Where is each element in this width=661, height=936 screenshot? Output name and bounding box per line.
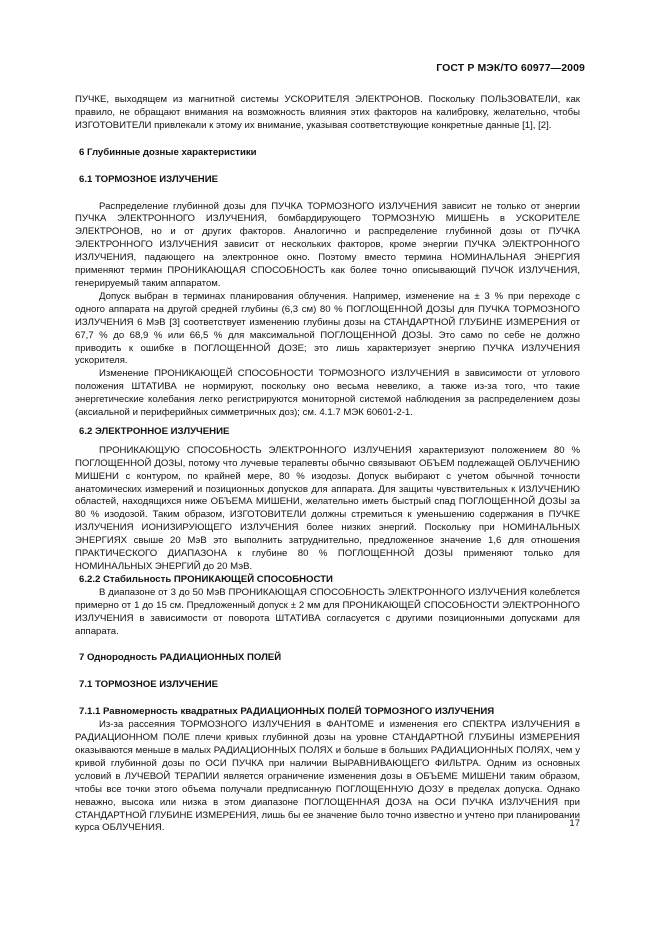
paragraph: Из-за рассеяния ТОРМОЗНОГО ИЗЛУЧЕНИЯ в ФАНТОМЕ и изменения его СПЕКТРА ИЗЛУЧЕНИЯ в РАДИАЦИОННОМ ПОЛЕ плечи кривых глубинной дозы на уровне СТАНДАРТНОЙ ГЛУБИНЫ ИЗМЕРЕНИЯ оказываются меньше в малых РАДИАЦИОННЫХ ПОЛЯХ и больше в больших РАДИАЦИОННЫХ ПОЛЯХ, чем у кривой глубинной дозы по ОСИ ПУЧКА при наличии ВЫРАВНИВАЮЩЕГО ФИЛЬТРА. Одним из основных условий в ЛУЧЕВОЙ ТЕРАПИИ является ограничение изменения дозы в ОБЪЕМЕ МИШЕНИ таким образом, чтобы все точки этого объема получали предписанную ПОГЛОЩЕННУЮ ДОЗУ в пределах допуска. Однако неважно, высока или низка в этом диапазоне ПОГЛОЩЕННАЯ ДОЗА на ОСИ ПУЧКА ИЗЛУЧЕНИЯ при СТАНДАРТНОЙ ГЛУБИНЕ ИЗМЕРЕНИЯ, лишь бы ее значение было точно известно и учтено при планировании курса ОБЛУЧЕНИЯ.	[75, 719, 580, 834]
paragraph: ПРОНИКАЮЩУЮ СПОСОБНОСТЬ ЭЛЕКТРОННОГО ИЗЛУЧЕНИЯ характеризуют положением 80 % ПОГЛОЩЕННОЙ ДОЗЫ, потому что лучевые терапевты обычно связывают ОБЪЕМ подлежащей ОБЛУЧЕНИЮ МИШЕНИ с контуром, по крайней мере, 80 % изодозы. Допуск выбирают с учетом обычной точности анатомических измерений и позиционных допусков для аппарата. Для защиты чувствительных к ИЗЛУЧЕНИЮ областей, находящихся ниже ОБЪЕМА МИШЕНИ, желательно иметь быстрый спад ПОГЛОЩЕННОЙ ДОЗЫ за 80 % изодозой. Таким образом, ИЗГОТОВИТЕЛИ должны стремиться к уменьшению содержания в ПУЧКЕ ИЗЛУЧЕНИЯ ИОНИЗИРУЮЩЕГО ИЗЛУЧЕНИЯ более низких энергий. Поскольку при НОМИНАЛЬНЫХ ЭНЕРГИЯХ свыше 20 МэВ это выполнить затруднительно, предложенное значение 1,6 для отношения ПРАКТИЧЕСКОГО ДИАПАЗОНА к глубине 80 % ПОГЛОЩЕННОЙ ДОЗЫ применяют только для НОМИНАЛЬНЫХ ЭНЕРГИЙ до 20 МэВ.	[75, 444, 580, 572]
spacer	[75, 133, 580, 147]
section-heading: 7 Однородность РАДИАЦИОННЫХ ПОЛЕЙ	[79, 652, 282, 664]
spacer	[75, 160, 580, 174]
section-heading: 6.1 ТОРМОЗНОЕ ИЗЛУЧЕНИЕ	[79, 173, 219, 185]
spacer	[75, 187, 580, 201]
page-number: 17	[569, 818, 580, 829]
section-heading: 7.1.1 Равномерность квадратных РАДИАЦИОННЫХ ПОЛЕЙ ТОРМОЗНОГО ИЗЛУЧЕНИЯ	[79, 706, 495, 718]
section-heading: 6.2 ЭЛЕКТРОННОЕ ИЗЛУЧЕНИЕ	[79, 425, 230, 437]
section-heading: 6.2.2 Стабильность ПРОНИКАЮЩЕЙ СПОСОБНОСТИ	[79, 573, 333, 585]
paragraph: Изменение ПРОНИКАЮЩЕЙ СПОСОБНОСТИ ТОРМОЗНОГО ИЗЛУЧЕНИЯ в зависимости от углового положения ШТАТИВА не нормируют, поскольку оно весьма невелико, а также из-за того, что такие энергетические колебания легко регистрируются мониторной системой наблюдения за распределением дозы (аксиальной и периферийных симметричных доз); см. 4.1.7 МЭК 60601-2-1.	[75, 368, 580, 419]
spacer	[75, 638, 580, 652]
section-heading: 6 Глубинные дозные характеристики	[79, 146, 257, 158]
paragraph: В диапазоне от 3 до 50 МэВ ПРОНИКАЮЩАЯ СПОСОБНОСТЬ ЭЛЕКТРОННОГО ИЗЛУЧЕНИЯ колеблется примерно от 1 до 15 см. Предложенный допуск ± 2 мм для ПРОНИКАЮЩЕЙ СПОСОБНОСТИ ЭЛЕКТРОННОГО ИЗЛУЧЕНИЯ в зависимости от поворота ШТАТИВА согласуется с другими позиционными допусками для аппарата.	[75, 586, 580, 637]
section-heading: 7.1 ТОРМОЗНОЕ ИЗЛУЧЕНИЕ	[79, 679, 219, 691]
document-code-header: ГОСТ Р МЭК/ТО 60977—2009	[436, 62, 585, 74]
paragraph: ПУЧКЕ, выходящем из магнитной системы УСКОРИТЕЛЯ ЭЛЕКТРОНОВ. Поскольку ПОЛЬЗОВАТЕЛИ, как правило, не обращают внимания на возможность влияния этих факторов на калибровку, желательно, чтобы ИЗГОТОВИТЕЛИ привлекали к этому их внимание, указывая соответствующие конкретные данные [1], [2].	[75, 94, 580, 131]
spacer	[75, 692, 580, 706]
paragraph: Допуск выбран в терминах планирования облучения. Например, изменение на ± 3 % при переходе с одного аппарата на другой средней глубины (6,3 см) 80 % ПОГЛОЩЕННОЙ ДОЗЫ для ПУЧКА ТОРМОЗНОГО ИЗЛУЧЕНИЯ 6 МэВ [3] соответствует изменению глубины дозы на СТАНДАРТНОЙ ГЛУБИНЕ ИЗМЕРЕНИЯ от 67,7 % до 68,9 % или 66,5 % для максимальной ПОГЛОЩЕННОЙ ДОЗЫ. Это само по себе не должно приводить к ошибке в ПОГЛОЩЕННОЙ ДОЗЕ; это лишь характеризует энергию ПУЧКА ИЗЛУЧЕНИЯ ускорителя.	[75, 290, 580, 367]
spacer	[75, 665, 580, 679]
document-body	[75, 94, 580, 835]
paragraph: Распределение глубинной дозы для ПУЧКА ТОРМОЗНОГО ИЗЛУЧЕНИЯ зависит не только от энергии ПУЧКА ЭЛЕКТРОННОГО ИЗЛУЧЕНИЯ, бомбардирующего ТОРМОЗНУЮ МИШЕНЬ в УСКОРИТЕЛЕ ЭЛЕКТРОНОВ, но и от других факторов. Аналогично и распределение глубинной дозы от ПУЧКА ЭЛЕКТРОННОГО ИЗЛУЧЕНИЯ зависит от нескольких факторов, кроме энергии ПУЧКА ЭЛЕКТРОННОГО ИЗЛУЧЕНИЯ, падающего на электронное окно. Поэтому вместо термина НОМИНАЛЬНАЯ ЭНЕРГИЯ применяют термин ПРОНИКАЮЩАЯ СПОСОБНОСТЬ как более точно описывающий ПУЧОК ИЗЛУЧЕНИЯ, генерируемый таким аппаратом.	[75, 200, 580, 289]
